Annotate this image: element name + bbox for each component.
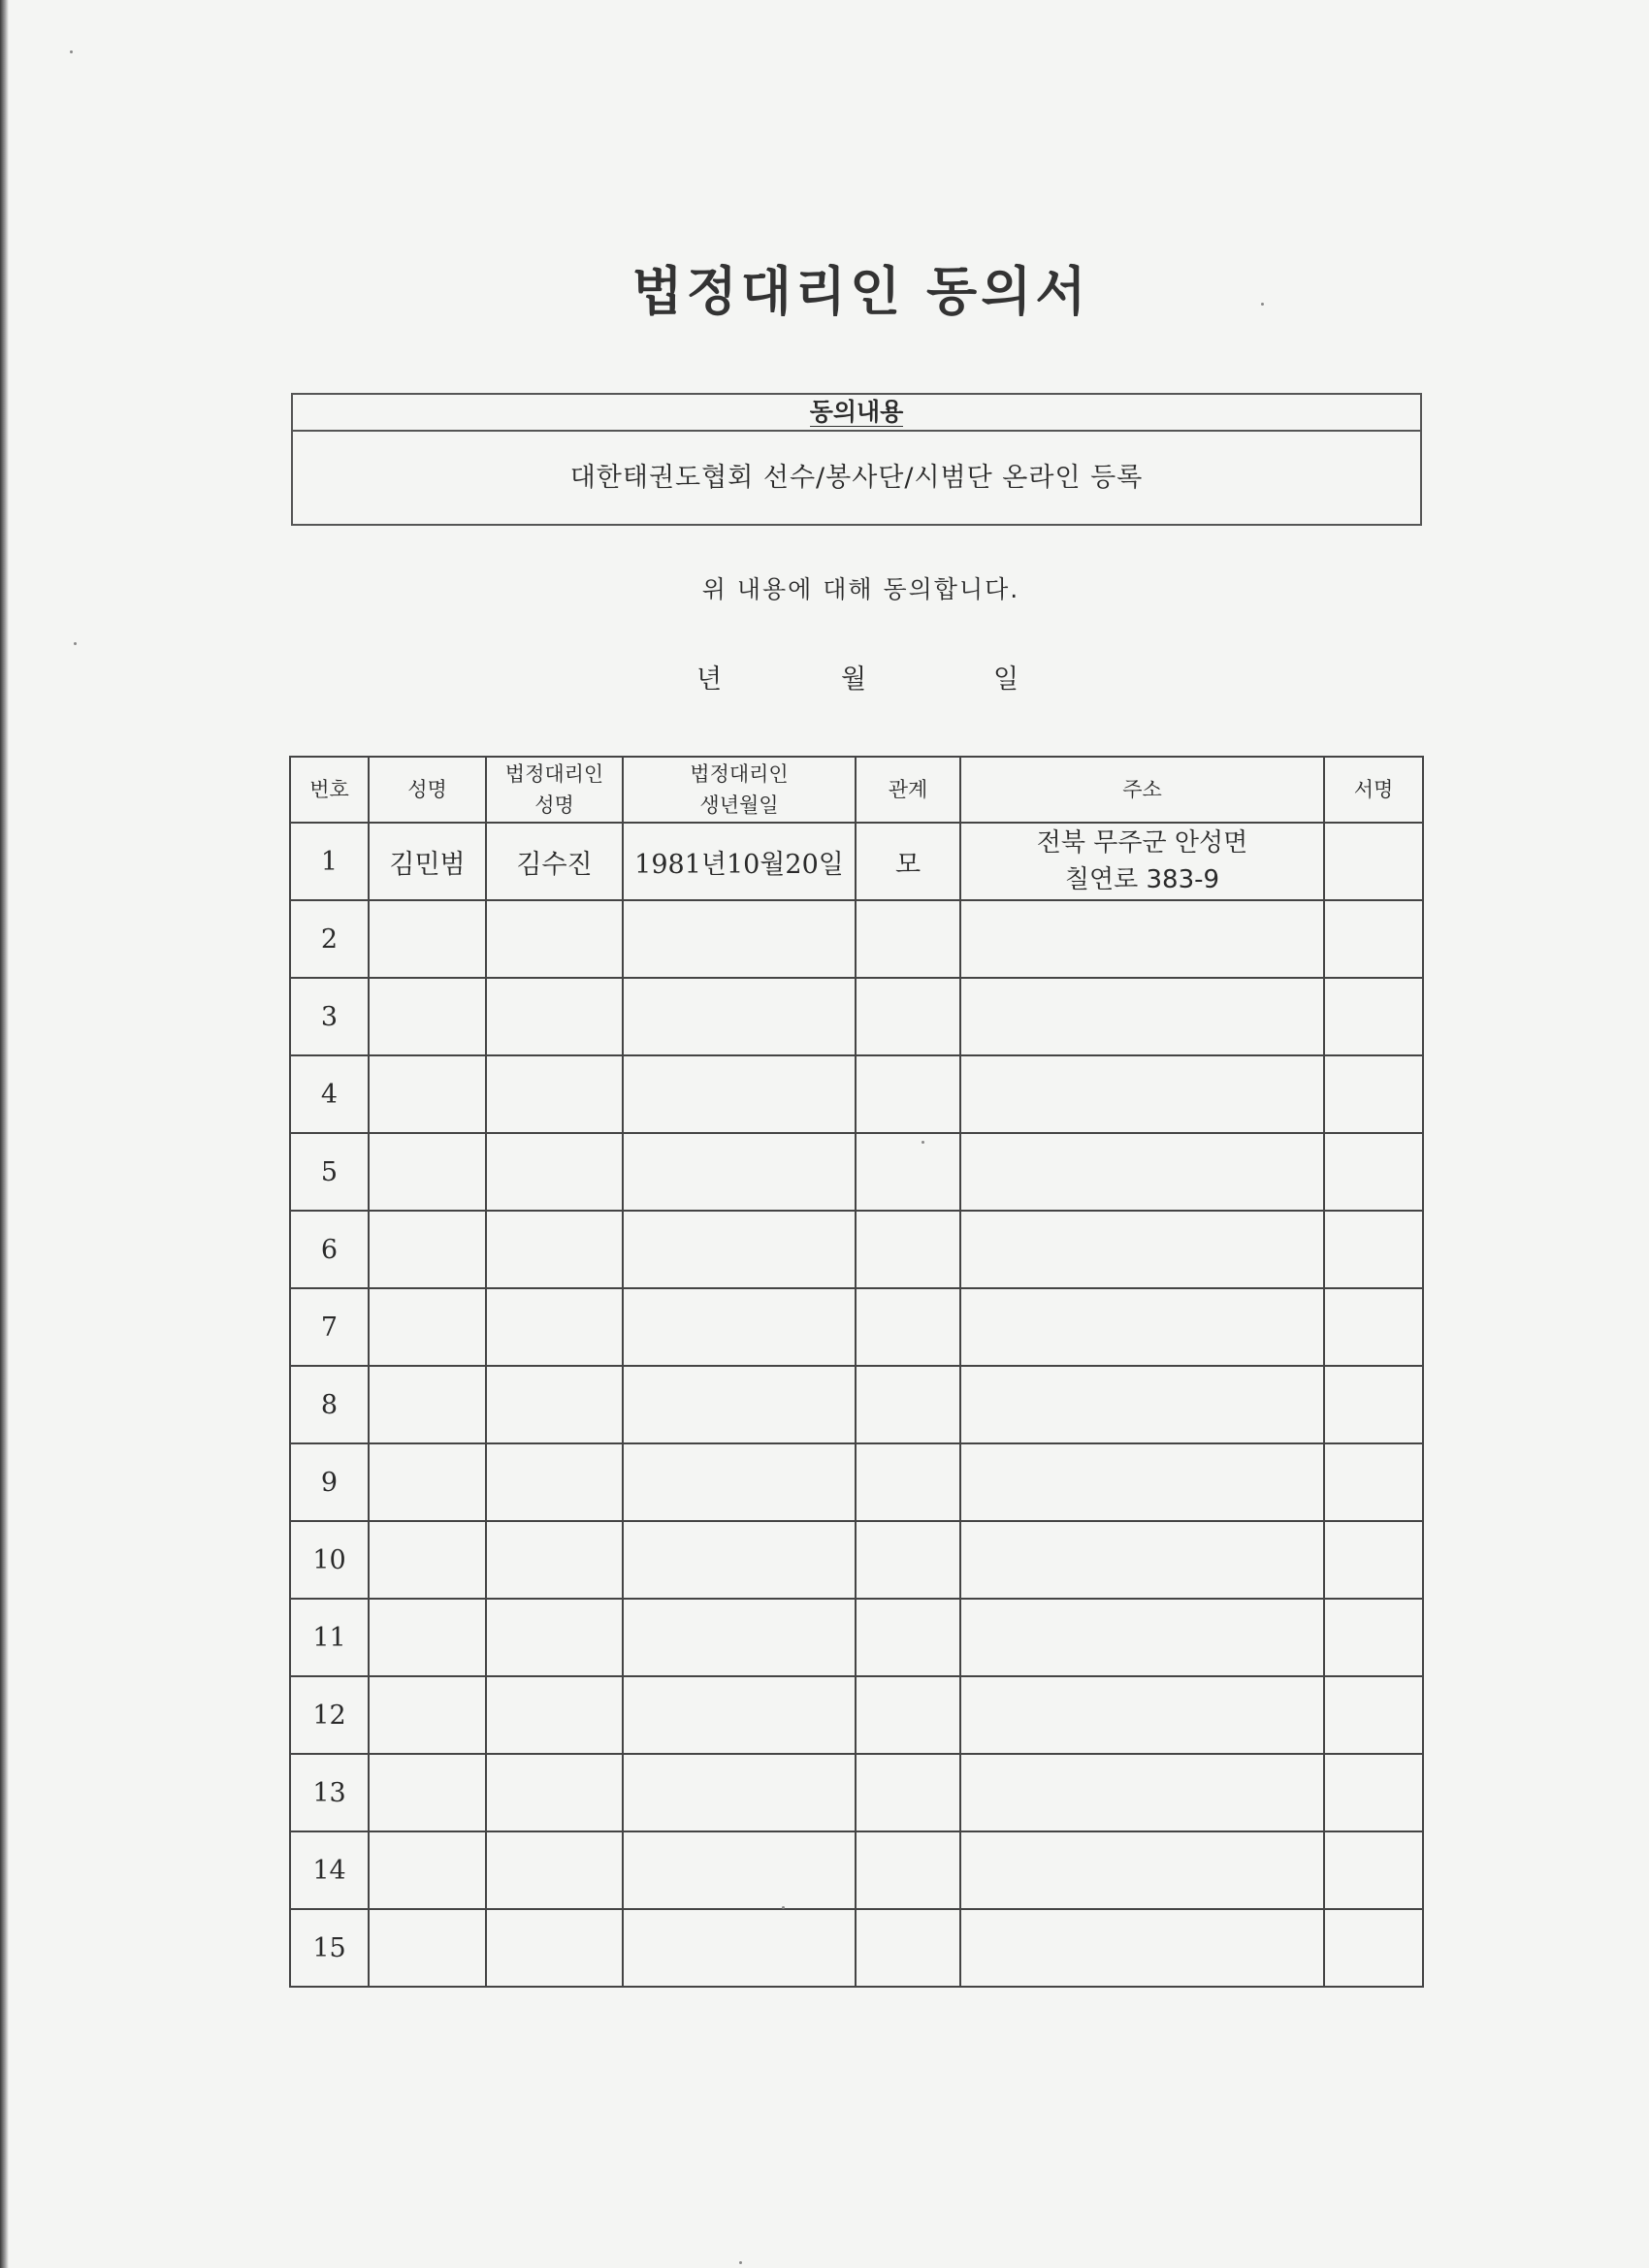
cell-guardian-birth [623, 1909, 856, 1987]
cell-relation [856, 1676, 960, 1754]
cell-no: 4 [290, 1055, 369, 1133]
cell-guardian-name [486, 1133, 623, 1211]
cell-no: 2 [290, 900, 369, 978]
document-title: 법정대리인 동의서 [631, 261, 1090, 322]
cell-signature [1324, 1443, 1423, 1521]
cell-guardian-birth [623, 900, 856, 978]
cell-address [960, 978, 1324, 1055]
cell-guardian-name [486, 1909, 623, 1987]
cell-address-line2: 칠연로 383-9 [1064, 865, 1220, 894]
cell-no: 13 [290, 1754, 369, 1831]
cell-relation [856, 1443, 960, 1521]
table-row [290, 978, 1423, 1055]
table-row [290, 1599, 1423, 1676]
header-guardian-name [486, 757, 623, 823]
date-day-label: 일 [993, 664, 1019, 695]
cell-signature [1324, 1676, 1423, 1754]
cell-signature [1324, 1521, 1423, 1599]
cell-signature [1324, 900, 1423, 978]
cell-relation [856, 1211, 960, 1288]
consent-box-header-label: 동의내용 [809, 398, 904, 426]
cell-signature [1324, 978, 1423, 1055]
cell-name [369, 1599, 486, 1676]
cell-no: 9 [290, 1443, 369, 1521]
cell-guardian-birth [623, 1521, 856, 1599]
table-row [290, 1055, 1423, 1133]
cell-no: 1 [290, 823, 369, 900]
cell-guardian-name [486, 1288, 623, 1366]
table-row [290, 1831, 1423, 1909]
cell-relation [856, 1754, 960, 1831]
header-guardian-name-line1: 법정대리인 [504, 762, 604, 786]
cell-name [369, 1133, 486, 1211]
cell-signature [1324, 1133, 1423, 1211]
table-row [290, 1754, 1423, 1831]
cell-guardian-name [486, 1366, 623, 1443]
cell-no: 14 [290, 1831, 369, 1909]
consent-box [291, 393, 1422, 526]
cell-guardian-name [486, 900, 623, 978]
cell-no: 10 [290, 1521, 369, 1599]
cell-name [369, 1521, 486, 1599]
cell-relation [856, 1831, 960, 1909]
cell-address [960, 1133, 1324, 1211]
cell-name [369, 1055, 486, 1133]
cell-no: 3 [290, 978, 369, 1055]
cell-address [960, 1599, 1324, 1676]
scan-speck [74, 642, 77, 645]
cell-relation [856, 1521, 960, 1599]
cell-name [369, 1676, 486, 1754]
cell-no: 12 [290, 1676, 369, 1754]
header-guardian-birth [623, 757, 856, 823]
cell-no: 11 [290, 1599, 369, 1676]
cell-address [960, 1909, 1324, 1987]
cell-signature [1324, 1366, 1423, 1443]
cell-signature [1324, 1055, 1423, 1133]
scan-speck [922, 1141, 924, 1144]
table-row [290, 1366, 1423, 1443]
table-row [290, 823, 1423, 900]
cell-guardian-birth [623, 1055, 856, 1133]
scan-speck [782, 1906, 785, 1909]
cell-guardian-birth [623, 1133, 856, 1211]
cell-address [960, 1754, 1324, 1831]
cell-signature [1324, 1599, 1423, 1676]
cell-guardian-birth [623, 1288, 856, 1366]
cell-no: 5 [290, 1133, 369, 1211]
cell-guardian-name [486, 1831, 623, 1909]
scan-speck [70, 50, 73, 53]
table-row [290, 1211, 1423, 1288]
cell-address [960, 1521, 1324, 1599]
cell-guardian-name [486, 1521, 623, 1599]
header-no: 번호 [290, 757, 369, 823]
cell-address [960, 1366, 1324, 1443]
cell-name [369, 1443, 486, 1521]
cell-name [369, 1909, 486, 1987]
cell-relation [856, 1055, 960, 1133]
cell-no: 8 [290, 1366, 369, 1443]
cell-address [960, 823, 1324, 900]
cell-name [369, 1831, 486, 1909]
cell-guardian-name [486, 1211, 623, 1288]
table-row [290, 1909, 1423, 1987]
cell-relation [856, 978, 960, 1055]
cell-guardian-birth [623, 1211, 856, 1288]
table-row [290, 1133, 1423, 1211]
date-month-label: 월 [841, 664, 867, 695]
header-signature: 서명 [1324, 757, 1423, 823]
cell-signature [1324, 823, 1423, 900]
table-row [290, 1443, 1423, 1521]
scan-edge-shadow [0, 0, 9, 2268]
table-header-row [290, 757, 1423, 823]
cell-guardian-birth [623, 1443, 856, 1521]
cell-guardian-birth [623, 1754, 856, 1831]
cell-address [960, 1831, 1324, 1909]
table-row [290, 1676, 1423, 1754]
cell-name [369, 978, 486, 1055]
cell-guardian-birth [623, 1676, 856, 1754]
date-year-label: 년 [696, 664, 723, 695]
cell-relation [856, 1366, 960, 1443]
agreement-statement: 위 내용에 대해 동의합니다. [701, 575, 1020, 603]
cell-name [369, 1288, 486, 1366]
table-row [290, 1288, 1423, 1366]
cell-name [369, 900, 486, 978]
header-guardian-birth-line1: 법정대리인 [690, 762, 789, 786]
cell-address [960, 1055, 1324, 1133]
cell-no: 6 [290, 1211, 369, 1288]
table-row [290, 900, 1423, 978]
header-name: 성명 [369, 757, 486, 823]
cell-guardian-birth [623, 1831, 856, 1909]
cell-relation [856, 900, 960, 978]
cell-signature [1324, 1909, 1423, 1987]
consent-box-content: 대한태권도협회 선수/봉사단/시범단 온라인 등록 [569, 463, 1144, 493]
cell-address [960, 1676, 1324, 1754]
cell-guardian-name [486, 1754, 623, 1831]
table-body [290, 823, 1423, 1987]
cell-guardian-birth [623, 978, 856, 1055]
consent-box-header [293, 395, 1420, 432]
cell-guardian-name [486, 978, 623, 1055]
cell-name [369, 1754, 486, 1831]
cell-no: 7 [290, 1288, 369, 1366]
header-guardian-name-line2: 성명 [534, 794, 574, 817]
cell-name [369, 1211, 486, 1288]
cell-relation [856, 1133, 960, 1211]
cell-signature [1324, 1754, 1423, 1831]
cell-signature [1324, 1211, 1423, 1288]
cell-name [369, 1366, 486, 1443]
cell-guardian-birth [623, 1366, 856, 1443]
cell-relation: 모 [856, 823, 960, 900]
cell-guardian-name [486, 1443, 623, 1521]
table-row [290, 1521, 1423, 1599]
cell-address [960, 1443, 1324, 1521]
cell-guardian-birth: 1981년10월20일 [623, 823, 856, 900]
cell-guardian-name [486, 1599, 623, 1676]
guardian-consent-table [289, 756, 1424, 1988]
cell-guardian-name [486, 1055, 623, 1133]
cell-address [960, 900, 1324, 978]
cell-relation [856, 1599, 960, 1676]
cell-relation [856, 1909, 960, 1987]
cell-guardian-birth [623, 1599, 856, 1676]
header-guardian-birth-line2: 생년월일 [699, 794, 779, 817]
cell-guardian-name [486, 1676, 623, 1754]
scan-speck [1261, 303, 1264, 306]
cell-address [960, 1288, 1324, 1366]
cell-no: 15 [290, 1909, 369, 1987]
cell-guardian-name: 김수진 [486, 823, 623, 900]
header-relation: 관계 [856, 757, 960, 823]
cell-address-line1: 전북 무주군 안성면 [1036, 828, 1248, 858]
scan-speck [739, 2261, 742, 2264]
header-address: 주소 [960, 757, 1324, 823]
cell-signature [1324, 1831, 1423, 1909]
cell-signature [1324, 1288, 1423, 1366]
cell-relation [856, 1288, 960, 1366]
cell-name: 김민범 [369, 823, 486, 900]
cell-address [960, 1211, 1324, 1288]
